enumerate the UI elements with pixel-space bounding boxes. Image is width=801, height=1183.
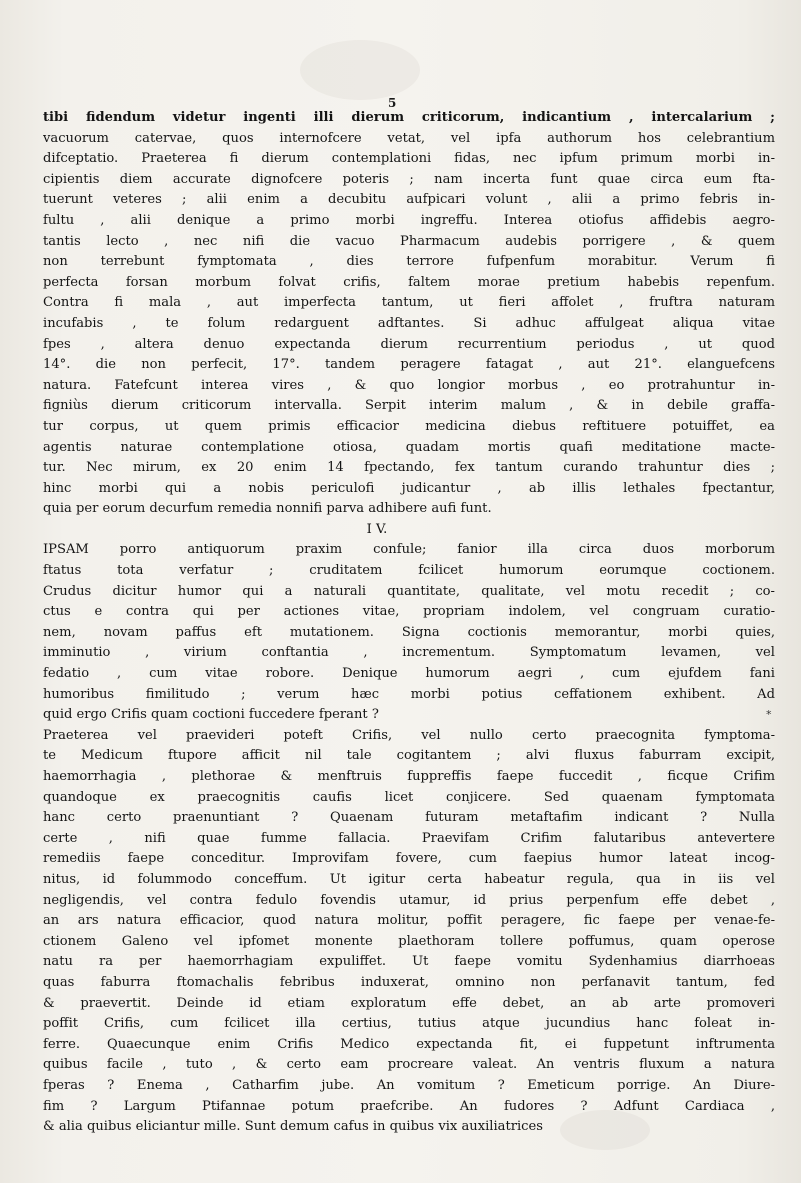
text-line: vacuorum catervae, quos internofcere vetat, vel ipfa authorum hos celebrantium [43, 130, 775, 146]
text-line: humoribus fimilitudo ; verum hæc morbi potius ceffationem exhibent. Ad [43, 686, 775, 702]
text-line: fultu , alii denique a primo morbi ingreffu. Interea otiofus affidebis aegro- [43, 212, 775, 228]
text-line: quas faburra ftomachalis febribus induxerat, omnino non perfanavit tantum, fed [43, 974, 775, 990]
text-line: tantis lecto , nec nifi die vacuo Pharmacum audebis porrigere , & quem [43, 233, 775, 249]
text-line: quia per eorum decurfum remedia nonnifi parva adhibere aufi funt. [43, 501, 492, 517]
margin-asterisk: * [766, 708, 772, 721]
text-line: incufabis , te folum redarguent adftantes. Si adhuc affulgeat aliqua vitae [43, 315, 775, 331]
text-line: agentis naturae contemplatione otiosa, quadam mortis quafi meditatione macte- [43, 439, 775, 455]
text-line: imminutio , virium conftantia , incrementum. Symptomatum levamen, vel [43, 645, 775, 661]
text-line: quandoque ex praecognitis caufis licet conjicere. Sed quaenam fymptomata [43, 789, 775, 805]
text-line: nitus, id folummodo conceffum. Ut igitur certa habeatur regula, qua in iis vel [43, 871, 775, 887]
text-line: IPSAM porro antiquorum praxim confule; fanior illa circa duos morborum [43, 542, 775, 558]
text-line: fedatio , cum vitae robore. Denique humorum aegri , cum ejufdem fani [43, 666, 775, 682]
text-line: figniùs dierum criticorum intervalla. Serpit interim malum , & in debile graffa- [43, 398, 775, 414]
text-line: cipientis diem accurate dignofcere poteris ; nam incerta funt quae circa eum fta- [43, 171, 775, 187]
text-line: ferre. Quaecunque enim Crifis Medico expectanda fit, ei fuppetunt inftrumenta [43, 1036, 775, 1052]
text-line: & praevertit. Deinde id etiam exploratum effe debet, an ab arte promoveri [43, 995, 775, 1011]
text-line: ctus e contra qui per actiones vitae, propriam indolem, vel congruam curatio- [43, 604, 775, 620]
text-line: tibi fidendum videtur ingenti illi dierum criticorum, indicantium , intercalarium ; [43, 110, 775, 125]
text-line: non terrebunt fymptomata , dies terrore fufpenfum morabitur. Verum fi [43, 254, 775, 270]
text-line: 14°. die non perfecit, 17°. tandem peragere fatagat , aut 21°. elanguefcens [43, 357, 775, 373]
text-line: natura. Fatefcunt interea vires , & quo longior morbus , eo protrahuntur in- [43, 377, 775, 393]
text-line: ftatus tota verfatur ; cruditatem fcilicet humorum eorumque coctionem. [43, 563, 775, 579]
text-line: negligendis, vel contra fedulo fovendis utamur, id prius perpenfum effe debet , [43, 892, 775, 908]
text-line: Crudus dicitur humor qui a naturali quantitate, qualitate, vel motu recedit ; co- [43, 583, 775, 599]
text-line: tur corpus, ut quem primis efficacior medicina diebus reftituere potuiffet, ea [43, 418, 775, 434]
paper-stain [300, 40, 420, 100]
text-line: an ars natura efficacior, quod natura molitur, poffit peragere, fic faepe per venae-fe- [43, 913, 775, 929]
text-line: natu ra per haemorrhagiam expuliffet. Ut faepe vomitu Sydenhamius diarrhoeas [43, 954, 775, 970]
text-line: quibus facile , tuto , & certo eam procreare valeat. An ventris fluxum a natura [43, 1057, 775, 1073]
text-line: tur. Nec mirum, ex 20 enim 14 fpectando, fex tantum curando trahuntur dies ; [43, 460, 775, 476]
text-line: Praeterea vel praevideri poteft Crifis, vel nullo certo praecognita fymptoma- [43, 727, 775, 743]
text-line: Contra fi mala , aut imperfecta tantum, ut fieri affolet , fruftra naturam [43, 295, 775, 311]
section-heading: I V. [366, 521, 388, 537]
text-line: hinc morbi qui a nobis periculofi judicantur , ab illis lethales fpectantur, [43, 480, 775, 496]
text-line: perfecta forsan morbum folvat crifis, faltem morae pretium habebis repenfum. [43, 274, 775, 290]
text-line: ctionem Galeno vel ipfomet monente plaethoram tollere poffumus, quam operose [43, 933, 775, 949]
text-line: fim ? Largum Ptifannae potum praefcribe. An fudores ? Adfunt Cardiaca , [43, 1098, 775, 1114]
text-line: fperas ? Enema , Catharfim jube. An vomitum ? Emeticum porrige. An Diure- [43, 1077, 775, 1093]
text-line: fpes , altera denuo expectanda dierum recurrentium periodus , ut quod [43, 336, 775, 352]
text-line: difceptatio. Praeterea fi dierum contemplationi fidas, nec ipfum primum morbi in- [43, 151, 775, 167]
text-line: haemorrhagia , plethorae & menftruis fuppreffis faepe fuccedit , ficque Crifim [43, 769, 775, 784]
body-text [43, 108, 775, 1138]
text-line: poffit Crifis, cum fcilicet illa certius, tutius atque jucundius hanc foleat in- [43, 1016, 775, 1032]
text-line: te Medicum ftupore afficit nil tale cogitantem ; alvi fluxus faburram excipit, [43, 748, 775, 764]
text-line: hanc certo praenuntiant ? Quaenam futuram metaftafim indicant ? Nulla [43, 810, 775, 826]
text-line: certe , nifi quae fumme fallacia. Praevifam Crifim falutaribus antevertere [43, 830, 775, 846]
text-line: & alia quibus eliciantur mille. Sunt demum cafus in quibus vix auxiliatrices [43, 1119, 543, 1135]
text-line: tuerunt veteres ; alii enim a decubitu aufpicari volunt , alii a primo febris in- [43, 192, 775, 208]
page-number: 5 [388, 96, 397, 110]
text-line: remediis faepe conceditur. Improvifam fovere, cum faepius humor lateat incog- [43, 851, 775, 867]
text-line: quid ergo Crifis quam coctioni fuccedere fperant ? [43, 707, 379, 723]
text-line: nem, novam paffus eft mutationem. Signa coctionis memorantur, morbi quies, [43, 624, 775, 640]
